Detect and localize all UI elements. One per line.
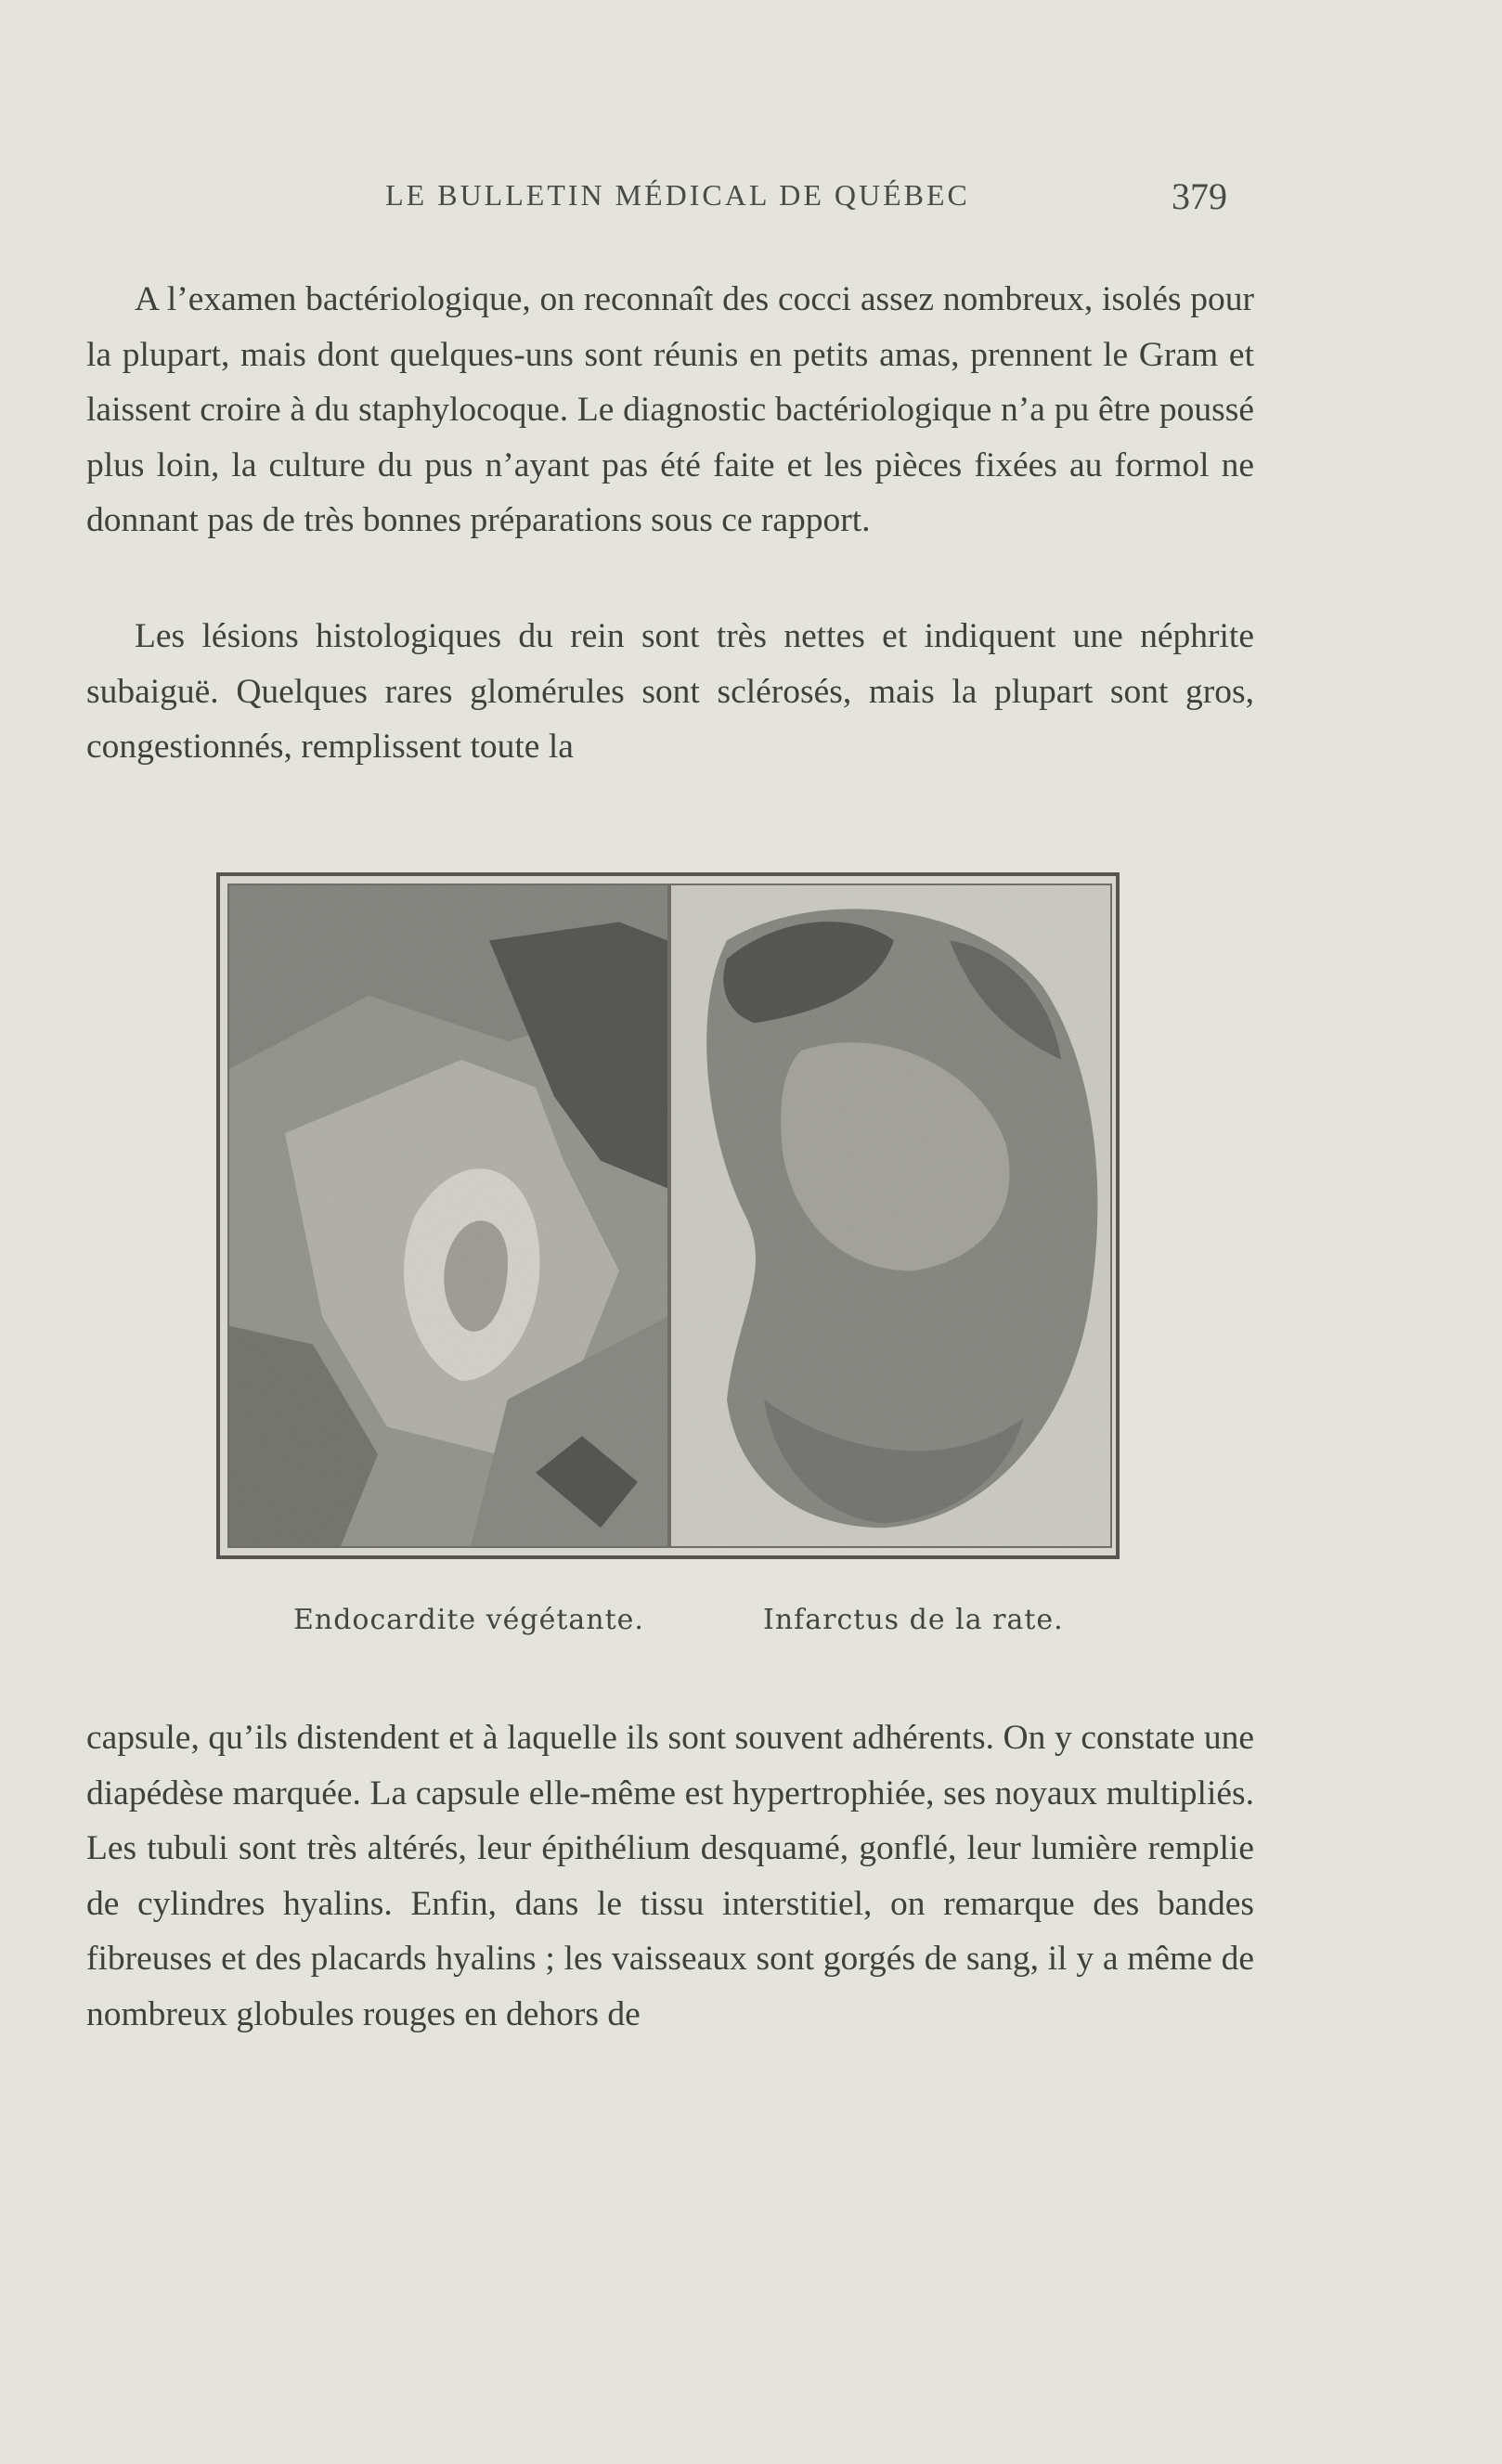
caption-spleen-infarct: Infarctus de la rate. <box>763 1604 1064 1636</box>
photo-spleen-infarct <box>669 884 1112 1548</box>
paragraph-bacteriology: A l’examen bactériologique, on reconnaît des cocci assez nombreux, isolés pour la plupart, mais dont quelques-uns sont réunis en petits amas, prennent le Gram et laissent croire à du staphylocoque. Le diagnostic bactériologique n’a pu être poussé plus loin, la culture du pus n’ayant pas été faite et les pièces fixées au formol ne donnant pas de très bonnes préparations sous ce rapport. <box>86 280 1254 539</box>
paragraph-kidney-lesions: capsule, qu’ils distendent et à laquelle ils sont souvent adhérents. On y constate une diapédèse marquée. La capsule elle-même est hypertrophiée, ses noyaux multipliés. Les tubuli sont très altérés, leur épithélium desquamé, gonflé, leur lumière remplie de cylindres hyalins. Enfin, dans le tissu interstitiel, on remarque des bandes fibreuses et des placards hyalins ; les vaisseaux sont gorgés de sang, il y a même de nombreux globules rouges en dehors de <box>86 1719 1254 2033</box>
paragraph-histology: Les lésions histologiques du rein sont très nettes et indiquent une néphrite subaiguë. Quelques rares glomérules sont sclérosés, mais la plupart sont gros, congestionnés, remplissent toute la <box>86 617 1254 766</box>
figure-photographs <box>216 872 1120 1559</box>
spleen-infarct-image <box>671 885 1110 1546</box>
page-number: 379 <box>1172 175 1227 217</box>
endocarditis-image <box>229 885 667 1546</box>
running-header: LE BULLETIN MÉDICAL DE QUÉBEC <box>385 178 970 212</box>
photo-endocarditis <box>227 884 669 1548</box>
caption-endocarditis: Endocardite végétante. <box>293 1604 644 1636</box>
